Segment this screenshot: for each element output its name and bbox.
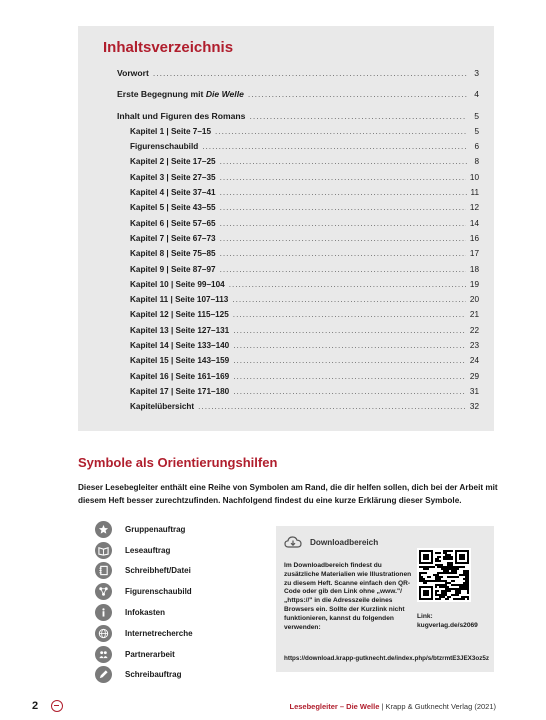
toc-leader xyxy=(220,216,466,231)
symbol-label: Infokasten xyxy=(125,608,166,618)
toc-label: Kapitel 1 | Seite 7–15 xyxy=(130,126,212,136)
symbol-label: Gruppenauftrag xyxy=(125,524,186,534)
toc-leader xyxy=(153,66,467,81)
notebook-icon xyxy=(95,562,112,579)
toc-label: Inhalt und Figuren des Romans xyxy=(117,110,246,121)
toc-leader xyxy=(233,323,466,338)
symbol-item xyxy=(95,519,265,540)
toc-label: Kapitel 8 | Seite 75–85 xyxy=(130,249,216,259)
toc-label: Kapitel 14 | Seite 133–140 xyxy=(130,341,230,351)
toc-box xyxy=(78,26,494,431)
symbols-title: Symbole als Orientierungshilfen xyxy=(78,455,278,470)
toc-title: Inhaltsverzeichnis xyxy=(103,39,234,56)
cloud-download-icon xyxy=(284,535,302,549)
symbol-item xyxy=(95,581,265,602)
toc-label: Figurenschaubild xyxy=(130,142,199,152)
toc-label: Kapitel 6 | Seite 57–65 xyxy=(130,218,216,228)
toc-entry-chapter[interactable] xyxy=(117,323,479,338)
toc-page: 5 xyxy=(474,110,479,121)
toc-label: Kapitel 11 | Seite 107–113 xyxy=(130,295,229,305)
toc-page: 21 xyxy=(469,310,479,320)
toc-label: Kapitel 7 | Seite 67–73 xyxy=(130,233,216,243)
toc-entry-chapter[interactable] xyxy=(117,185,479,200)
symbol-item xyxy=(95,561,265,582)
toc-leader xyxy=(233,353,466,368)
toc-label: Vorwort xyxy=(117,68,149,78)
toc-leader xyxy=(220,231,466,246)
symbol-item xyxy=(95,540,265,561)
toc-leader xyxy=(233,384,466,399)
toc-label: Kapitel 4 | Seite 37–41 xyxy=(130,188,216,198)
toc-entry-chapter[interactable] xyxy=(117,170,479,185)
toc-label: Kapitel 16 | Seite 161–169 xyxy=(130,371,230,381)
toc-entry-vorwort[interactable] xyxy=(117,66,479,81)
toc-entry-chapter[interactable] xyxy=(117,384,479,399)
toc-page: 17 xyxy=(469,249,479,259)
toc-page: 23 xyxy=(469,341,479,351)
toc-page: 8 xyxy=(474,157,479,167)
toc-page: 29 xyxy=(469,371,479,381)
toc-entry-chapter[interactable] xyxy=(117,231,479,246)
toc-entry-chapter[interactable] xyxy=(117,246,479,261)
circle-minus-icon xyxy=(51,700,63,712)
toc-leader xyxy=(220,262,466,277)
toc-leader xyxy=(220,246,466,261)
toc-leader xyxy=(248,87,467,102)
toc-leader xyxy=(198,399,466,414)
toc-entry-chapter[interactable] xyxy=(117,277,479,292)
toc-leader xyxy=(233,307,466,322)
download-url[interactable]: https://download.krapp-gutknecht.de/index.php/s/btzrmtE3JEX3oz5z xyxy=(284,655,490,662)
toc-entry-begegnung[interactable] xyxy=(117,87,479,102)
symbols-intro: Dieser Lesebegleiter enthält eine Reihe von Symbolen am Rand, die dir helfen sollen, dich bei der Arbeit mit diesem Heft besser zurechtzufinden. Nachfolgend findest du eine kurze Erklärung dieser Symbole. xyxy=(78,483,498,505)
pen-icon xyxy=(95,666,112,683)
toc-entry-chapter[interactable] xyxy=(117,399,479,414)
info-icon xyxy=(95,604,112,621)
toc-page: 31 xyxy=(469,386,479,396)
toc-leader xyxy=(220,170,466,185)
group-icon xyxy=(95,521,112,538)
toc-entry-chapter[interactable] xyxy=(117,353,479,368)
toc-label: Erste Begegnung mit Die Welle xyxy=(117,89,244,100)
toc-label: Kapitel 3 | Seite 27–35 xyxy=(130,172,216,182)
symbol-label: Partnerarbeit xyxy=(125,649,175,659)
symbol-item xyxy=(95,602,265,623)
toc-page: 10 xyxy=(469,172,479,182)
symbol-label: Schreibheft/Datei xyxy=(125,566,191,576)
footer-text: Lesebegleiter – Die Welle | Krapp & Gutknecht Verlag (2021) xyxy=(289,702,496,711)
toc-label: Kapitelübersicht xyxy=(130,402,195,412)
toc-page: 3 xyxy=(474,68,479,78)
toc-entry-chapter[interactable] xyxy=(117,154,479,169)
toc-entry-chapter[interactable] xyxy=(117,200,479,215)
toc-page: 20 xyxy=(469,295,479,305)
toc-entry-chapter[interactable] xyxy=(117,292,479,307)
download-box xyxy=(276,526,494,672)
book-icon xyxy=(95,542,112,559)
toc-label: Kapitel 2 | Seite 17–25 xyxy=(130,157,216,167)
toc-leader xyxy=(229,277,466,292)
toc-page: 11 xyxy=(470,188,479,198)
qr-code[interactable] xyxy=(417,548,471,602)
toc-entry-chapter[interactable] xyxy=(117,139,479,154)
partner-icon xyxy=(95,646,112,663)
toc-leader xyxy=(233,338,466,353)
toc-list xyxy=(117,66,479,415)
toc-leader xyxy=(220,200,466,215)
page-footer xyxy=(0,698,546,718)
download-title: Downloadbereich xyxy=(310,537,379,547)
symbol-label: Figurenschaubild xyxy=(125,587,192,597)
toc-leader xyxy=(202,139,467,154)
symbol-label: Leseauftrag xyxy=(125,545,171,555)
toc-page: 16 xyxy=(469,233,479,243)
toc-leader xyxy=(220,185,467,200)
download-text: Im Downloadbereich findest du zusätzliche Materialien wie Illustrationen zu diesem Heft. Scanne einfach den QR-Code oder gib den Link ohne „www."/„https://" in die Adresszeile deines Browsers ein. Sollte der Kurzlink nicht funktionieren, kannst du folgenden verwenden: xyxy=(284,562,412,631)
toc-label: Kapitel 13 | Seite 127–131 xyxy=(130,325,230,335)
toc-label: Kapitel 15 | Seite 143–159 xyxy=(130,356,230,366)
page-number: 2 xyxy=(32,700,39,712)
toc-label: Kapitel 10 | Seite 99–104 xyxy=(130,279,225,289)
symbol-list xyxy=(95,519,265,685)
toc-page: 24 xyxy=(469,356,479,366)
symbol-item xyxy=(95,665,265,686)
toc-leader xyxy=(215,124,467,139)
toc-label: Kapitel 5 | Seite 43–55 xyxy=(130,203,216,213)
toc-entry-chapter[interactable] xyxy=(117,307,479,322)
toc-leader xyxy=(249,109,467,124)
globe-icon xyxy=(95,625,112,642)
toc-page: 22 xyxy=(469,325,479,335)
toc-leader xyxy=(233,369,466,384)
people-diagram-icon xyxy=(95,583,112,600)
symbol-label: Schreibauftrag xyxy=(125,670,182,680)
symbol-item xyxy=(95,644,265,665)
symbol-item xyxy=(95,623,265,644)
toc-page: 14 xyxy=(469,218,479,228)
toc-page: 4 xyxy=(474,89,479,100)
toc-page: 18 xyxy=(469,264,479,274)
download-header xyxy=(284,535,378,549)
toc-entry-inhalt[interactable] xyxy=(117,109,479,124)
toc-page: 12 xyxy=(469,203,479,213)
short-link[interactable]: Link: kugverlag.de/s2069 xyxy=(417,613,478,629)
toc-page: 5 xyxy=(474,126,479,136)
toc-entry-chapter[interactable] xyxy=(117,369,479,384)
toc-entry-chapter[interactable] xyxy=(117,216,479,231)
toc-label: Kapitel 17 | Seite 171–180 xyxy=(130,386,230,396)
toc-entry-chapter[interactable] xyxy=(117,338,479,353)
symbol-label: Internetrecherche xyxy=(125,628,193,638)
toc-entry-chapter[interactable] xyxy=(117,124,479,139)
toc-label: Kapitel 9 | Seite 87–97 xyxy=(130,264,216,274)
toc-page: 32 xyxy=(469,402,479,412)
toc-leader xyxy=(220,154,467,169)
toc-page: 19 xyxy=(469,279,479,289)
toc-label: Kapitel 12 | Seite 115–125 xyxy=(130,310,229,320)
toc-page: 6 xyxy=(474,142,479,152)
toc-leader xyxy=(232,292,466,307)
toc-entry-chapter[interactable] xyxy=(117,262,479,277)
